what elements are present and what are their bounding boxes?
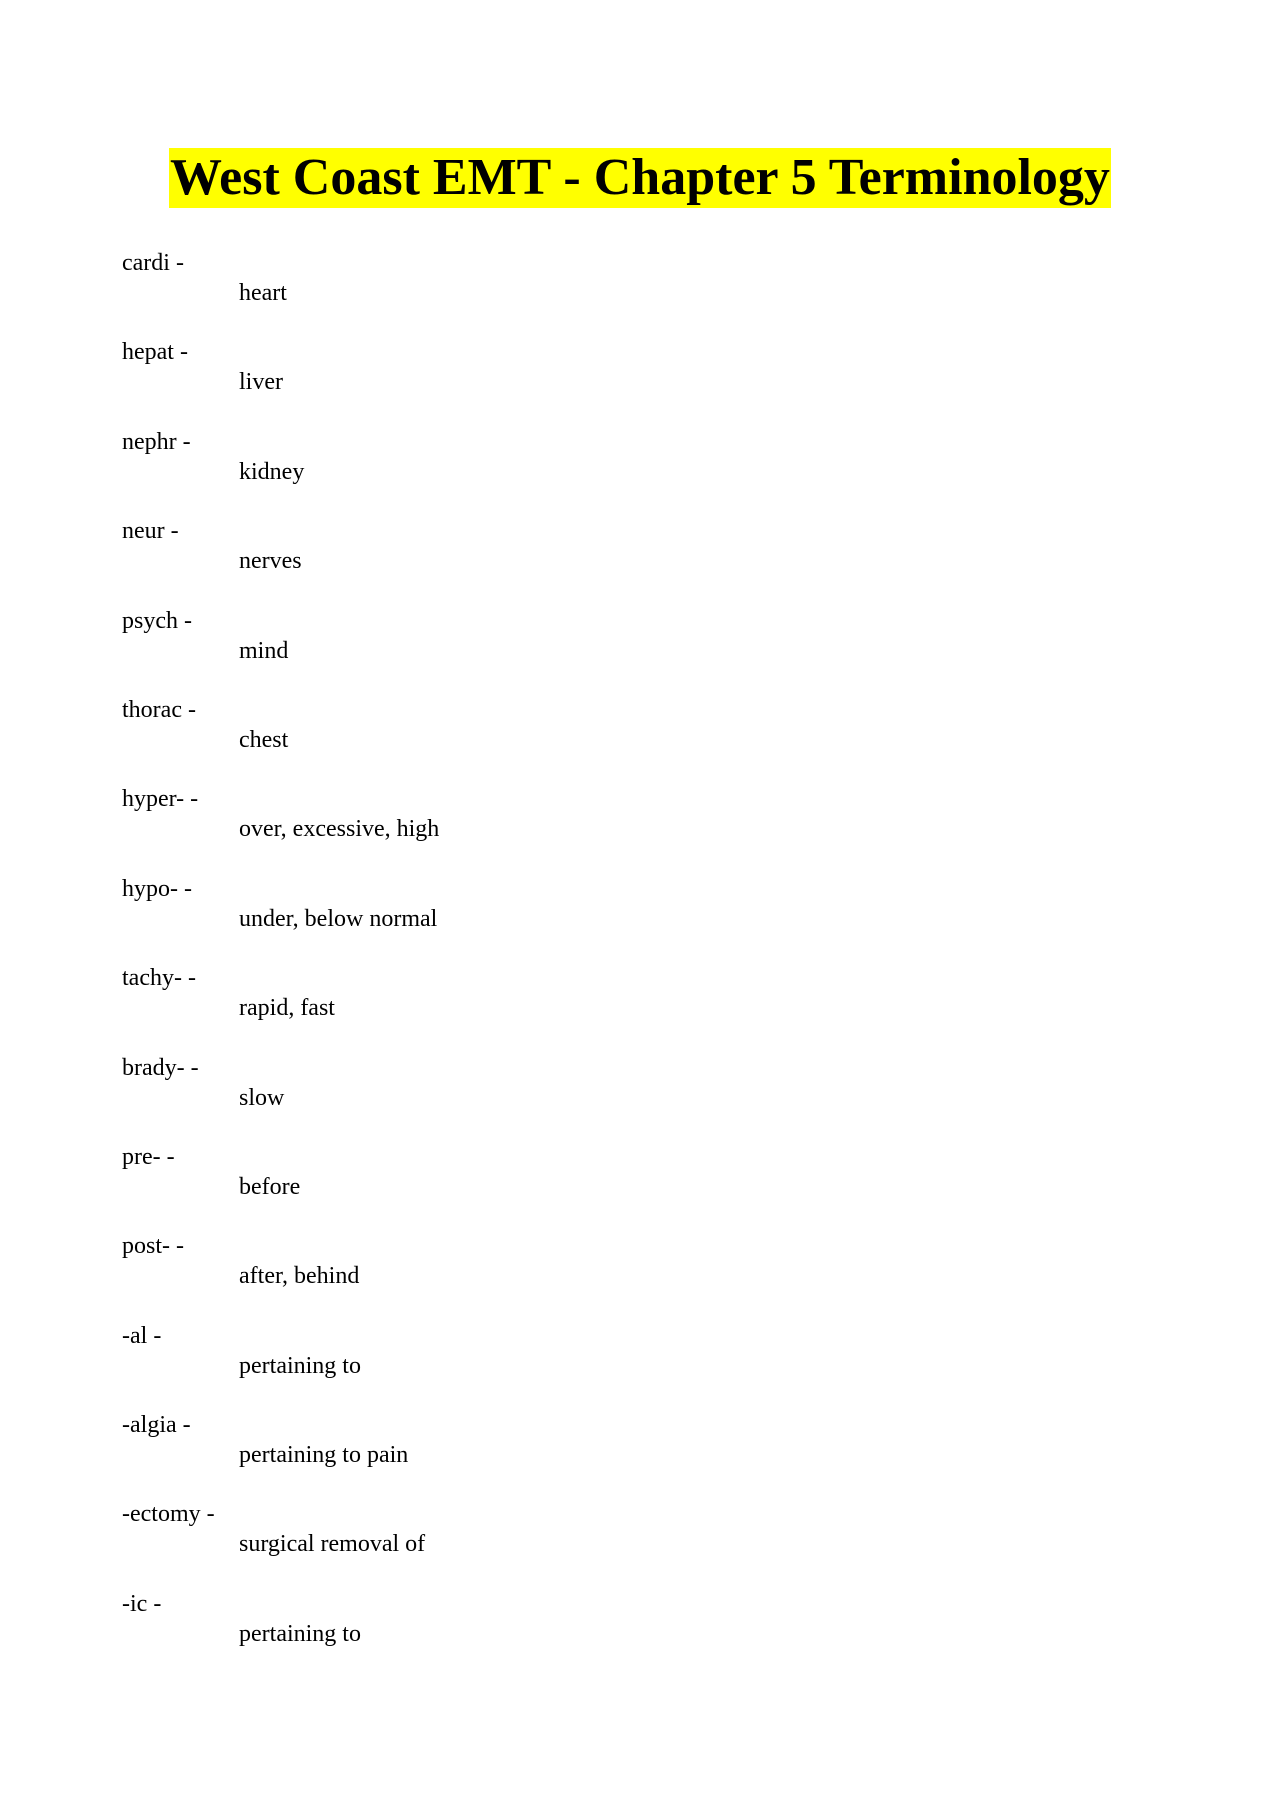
definition: mind xyxy=(239,637,289,664)
term: post- - xyxy=(122,1233,184,1260)
term-entry xyxy=(122,874,1162,963)
definition: liver xyxy=(239,369,283,396)
definition: under, below normal xyxy=(239,905,438,932)
term: -ectomy - xyxy=(122,1501,215,1528)
term: tachy- - xyxy=(122,965,196,992)
term: hyper- - xyxy=(122,786,199,813)
definition: before xyxy=(239,1173,301,1200)
term: neur - xyxy=(122,518,179,545)
document-title: West Coast EMT - Chapter 5 Terminology xyxy=(170,149,1110,206)
term-list xyxy=(122,248,1162,1678)
term-entry xyxy=(122,337,1162,426)
definition: pertaining to xyxy=(239,1620,361,1647)
definition: nerves xyxy=(239,548,302,575)
term: brady- - xyxy=(122,1054,199,1081)
term-entry xyxy=(122,1231,1162,1320)
term: hypo- - xyxy=(122,875,192,902)
term-entry xyxy=(122,1410,1162,1499)
term: -algia - xyxy=(122,1412,191,1439)
definition: pertaining to pain xyxy=(239,1442,409,1469)
term-entry xyxy=(122,1589,1162,1678)
term: hepat - xyxy=(122,339,188,366)
term: cardi - xyxy=(122,250,184,276)
definition: after, behind xyxy=(239,1263,360,1290)
definition: chest xyxy=(239,726,289,753)
term: pre- - xyxy=(122,1143,175,1170)
term-entry xyxy=(122,784,1162,873)
definition: pertaining to xyxy=(239,1352,361,1379)
term: -al - xyxy=(122,1322,162,1349)
term-entry xyxy=(122,606,1162,695)
term-entry xyxy=(122,516,1162,605)
term-entry xyxy=(122,963,1162,1052)
definition: slow xyxy=(239,1084,285,1111)
term: nephr - xyxy=(122,428,191,455)
term-entry xyxy=(122,1499,1162,1588)
definition: kidney xyxy=(239,458,305,485)
definition: rapid, fast xyxy=(239,995,335,1022)
term-entry xyxy=(122,695,1162,784)
term-entry xyxy=(122,1142,1162,1231)
term: -ic - xyxy=(122,1590,162,1617)
definition: surgical removal of xyxy=(239,1531,426,1558)
definition: heart xyxy=(239,280,287,306)
term-entry xyxy=(122,1053,1162,1142)
title-container xyxy=(0,148,1280,208)
term-entry xyxy=(122,427,1162,516)
term-entry xyxy=(122,1321,1162,1410)
definition: over, excessive, high xyxy=(239,816,440,843)
term: thorac - xyxy=(122,696,196,723)
term-entry xyxy=(122,248,1162,337)
term: psych - xyxy=(122,607,192,634)
